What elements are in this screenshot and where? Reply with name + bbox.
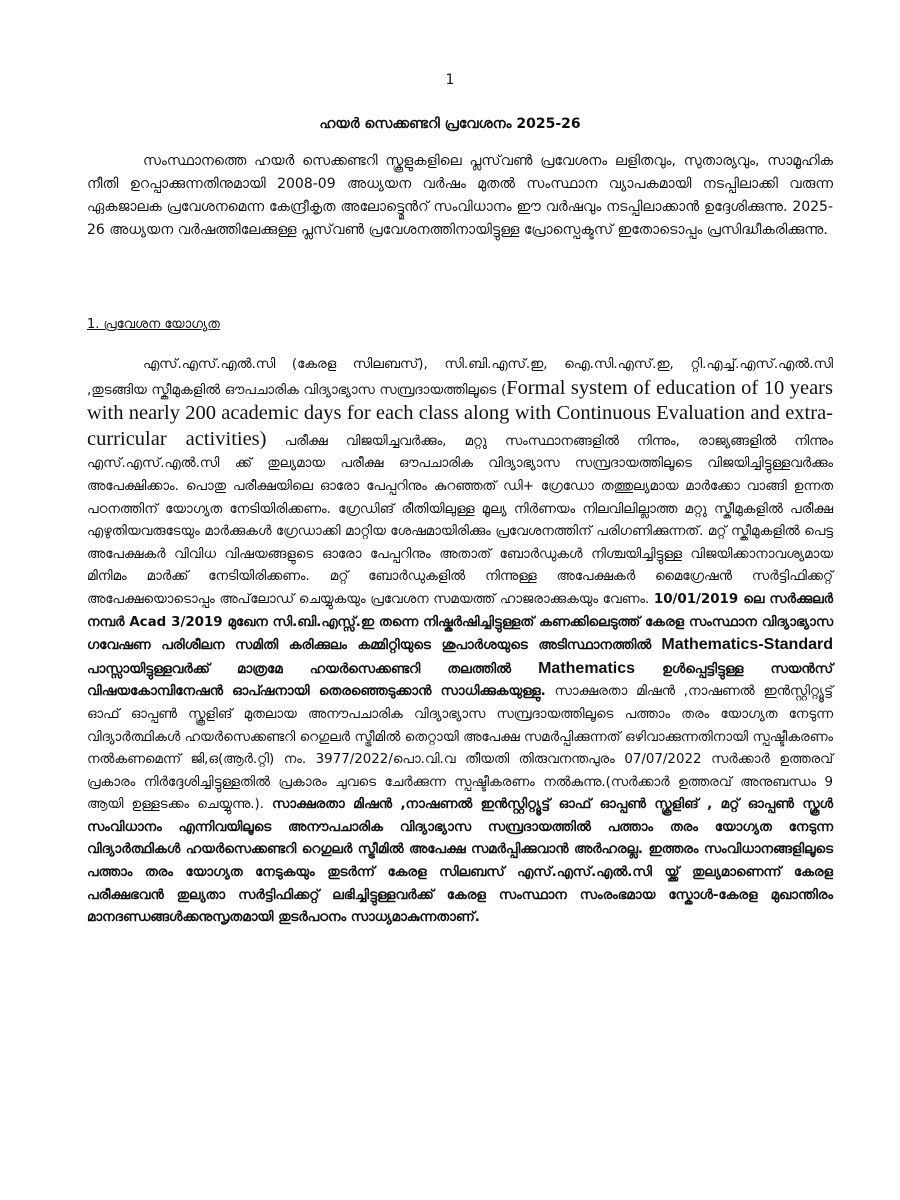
page-number: 1 (445, 72, 455, 88)
mathematics-term: Mathematics (538, 659, 636, 677)
mathematics-bold-text-1: പാസ്സായിട്ടുള്ളവർക്ക് മാത്രമേ ഹയർസെക്കണ്ടറി തലത്തിൽ (87, 661, 539, 677)
eligibility-paragraph (87, 354, 833, 930)
open-school-bold-text: സാക്ഷരതാ മിഷൻ ,നാഷണൽ ഇൻസ്റ്റിറ്റ്യൂട്ട് ഓഫ് ഓപ്പൺ സ്കൂളിങ് , മറ്റ് ഓപ്പൺ സ്കൂൾ സംവിധാനം എന്നിവയിലൂടെ അനൗപചാരിക വിദ്യാഭ്യാസ സമ്പ്രദായത്തിൽ പത്താം തരം യോഗ്യത നേടുന്ന വിദ്യാർത്ഥികൾ ഹയർസെക്കണ്ടറി റെഗുലർ സ്ട്രീമിൽ അപേക്ഷ സമർപ്പിക്കുവാൻ അർഹരല്ല. ഇത്തരം സംവിധാനങ്ങളിലൂടെ പത്താം തരം യോഗ്യത നേടുകയും തുടർന്ന് കേരള സിലബസ് എസ്.എസ്.എൽ.സി യ്ക്ക് തുല്യമാണെന്ന് കേരള പരീക്ഷഭവൻ തുല്യതാ സർട്ടിഫിക്കറ്റ് ലഭിച്ചിട്ടുള്ളവർക്ക് കേരള സംസ്ഥാന സംരംഭമായ സ്കോൾ-കേരള മുഖാന്തിരം മാനദണ്ഡങ്ങൾക്കനുസൃതമായി തുടർപഠനം സാധ്യമാകുന്നതാണ്. (87, 797, 833, 926)
eligibility-english-text: Formal system of education of 10 years with nearly 200 academic days for each class along with Continuous Evaluation and extra-curricular activities) (87, 376, 833, 450)
mathematics-standard-term: Mathematics-Standard (661, 636, 833, 654)
mathematics-bold-text-2: ഉൾപ്പെട്ടിട്ടുള്ള സയൻസ് വിഷയകോമ്പിനേഷൻ ഓപ്ഷനായി തെരഞ്ഞെടുക്കാൻ സാധിക്കുകയുള്ളു. (87, 661, 833, 700)
circular-bold-text: 10/01/2019 ലെ സർക്കുലർ നമ്പർ Acad 3/2019 മുഖേന സി.ബി.എസ്സ്.ഇ തന്നെ നിഷ്കർഷിച്ചിട്ടുള്ളത് കണക്കിലെടുത്ത് കേരള സംസ്ഥാന വിദ്യാഭ്യാസ ഗവേഷണ പരിശീലന സമിതി കരിക്കുലം കമ്മിറ്റിയുടെ ശുപാർശയുടെ അടിസ്ഥാനത്തിൽ (87, 591, 833, 654)
section-heading: 1. പ്രവേശന യോഗ്യത (87, 317, 220, 332)
page-title: ഹയർ സെക്കണ്ടറി പ്രവേശനം 2025-26 (319, 116, 581, 132)
eligibility-text-2: പരീക്ഷ വിജയിച്ചവർക്കും, മറ്റു സംസ്ഥാനങ്ങളിൽ നിന്നും, രാജ്യങ്ങളിൽ നിന്നും എസ്.എസ്.എൽ.സി ക്ക് തുല്യമായ പരീക്ഷ ഔപചാരിക വിദ്യാഭ്യാസ സമ്പ്രദായത്തിലൂടെ വിജയിച്ചിട്ടുള്ളവർക്കും അപേക്ഷിക്കാം. പൊതു പരീക്ഷയിലെ ഓരോ പേപ്പറിനും കുറഞ്ഞത് ഡി+ ഗ്രേഡോ തത്തുല്യമായ മാർക്കോ വാങ്ങി ഉന്നത പഠനത്തിന് യോഗ്യത നേടിയിരിക്കണം. ഗ്രേഡിങ് രീതിയിലുള്ള മൂല്യ നിർണയം നിലവിലില്ലാത്ത മറ്റു സ്കീമുകളിൽ പരീക്ഷ എഴുതിയവരുടേയും മാർക്കുകൾ ഗ്രേഡാക്കി മാറ്റിയ ശേഷമായിരിക്കും പ്രവേശനത്തിന് പരിഗണിക്കുന്നത്. മറ്റ് സ്കീമുകളിൽ പെട്ട അപേക്ഷകർ വിവിധ വിഷയങ്ങളുടെ ഓരോ പേപ്പറിനും അതാത് ബോർഡുകൾ നിശ്ചയിച്ചിട്ടുള്ള വിജയിക്കാനാവശ്യമായ മിനിമം മാർക്ക് നേടിയിരിക്കണം. മറ്റ് ബോർഡുകളിൽ നിന്നുള്ള അപേക്ഷകർ മൈഗ്രേഷൻ സർട്ടിഫിക്കറ്റ് അപേക്ഷയൊടൊപ്പം അപ്‌ലോഡ് ചെയ്യുകയും പ്രവേശന സമയത്ത് ഹാജരാക്കുകയും വേണം. (87, 433, 833, 607)
intro-paragraph: സംസ്ഥാനത്തെ ഹയർ സെക്കണ്ടറി സ്കൂളുകളിലെ പ്ലസ്‌വൺ പ്രവേശനം ലളിതവും, സുതാര്യവും, സാമൂഹിക നീതി ഉറപ്പാക്കുന്നതിനുമായി 2008-09 അധ്യയന വർഷം മുതൽ സംസ്ഥാന വ്യാപകമായി നടപ്പിലാക്കി വരുന്ന ഏകജാലക പ്രവേശനമെന്ന കേന്ദ്രീകൃത അലോട്ട്മെൻറ് സംവിധാനം ഈ വർഷവും നടപ്പിലാക്കാൻ ഉദ്ദേശിക്കുന്നു. 2025-26 അധ്യയന വർഷത്തിലേക്കുള്ള പ്ലസ്‌വൺ പ്രവേശനത്തിനായിട്ടുള്ള പ്രോസ്പെക്ടസ് ഇതോടൊപ്പം പ്രസിദ്ധീകരിക്കുന്നു. (87, 153, 833, 238)
eligibility-text-1: എസ്.എസ്.എൽ.സി (കേരള സിലബസ്), സി.ബി.എസ്.ഇ, ഐ.സി.എസ്.ഇ, റ്റി.എച്ച്.എസ്.എൽ.സി ,തുടങ്ങിയ സ്കീമുകളിൽ ഔപചാരിക വിദ്യാഭ്യാസ സമ്പ്രദായത്തിലൂടെ ( (87, 357, 833, 398)
eligibility-text-3: സാക്ഷരതാ മിഷൻ ,നാഷണൽ ഇൻസ്റ്റിറ്റ്യൂട്ട് ഓഫ് ഓപ്പൺ സ്കൂളിങ് മുതലായ അനൗപചാരിക വിദ്യാഭ്യാസ സമ്പ്രദായത്തിലൂടെ പത്താം തരം യോഗ്യത നേടുന്ന വിദ്യാർത്ഥികൾ ഹയർസെക്കണ്ടറി റെഗുലർ സ്ട്രീമിൽ തെറ്റായി അപേക്ഷ സമർപ്പിക്കുന്നത് ഒഴിവാക്കുന്നതിനായി സ്പഷ്ടീകരണം നൽകണമെന്ന് ജി,ഒ(ആർ.റ്റി) നം. 3977/2022/പൊ.വി.വ തീയതി തിരുവനന്തപുരം 07/07/2022 സർക്കാർ ഉത്തരവ് പ്രകാരം നിർദ്ദേശിച്ചിട്ടുള്ളതിൽ പ്രകാരം ചുവടെ ചേർക്കുന്ന സ്പഷ്ടീകരണം നൽകുന്നു.(സർക്കാർ ഉത്തരവ് അനുബന്ധം 9 ആയി ഉള്ളടക്കം ചെയ്യുന്നു.). (87, 684, 833, 813)
